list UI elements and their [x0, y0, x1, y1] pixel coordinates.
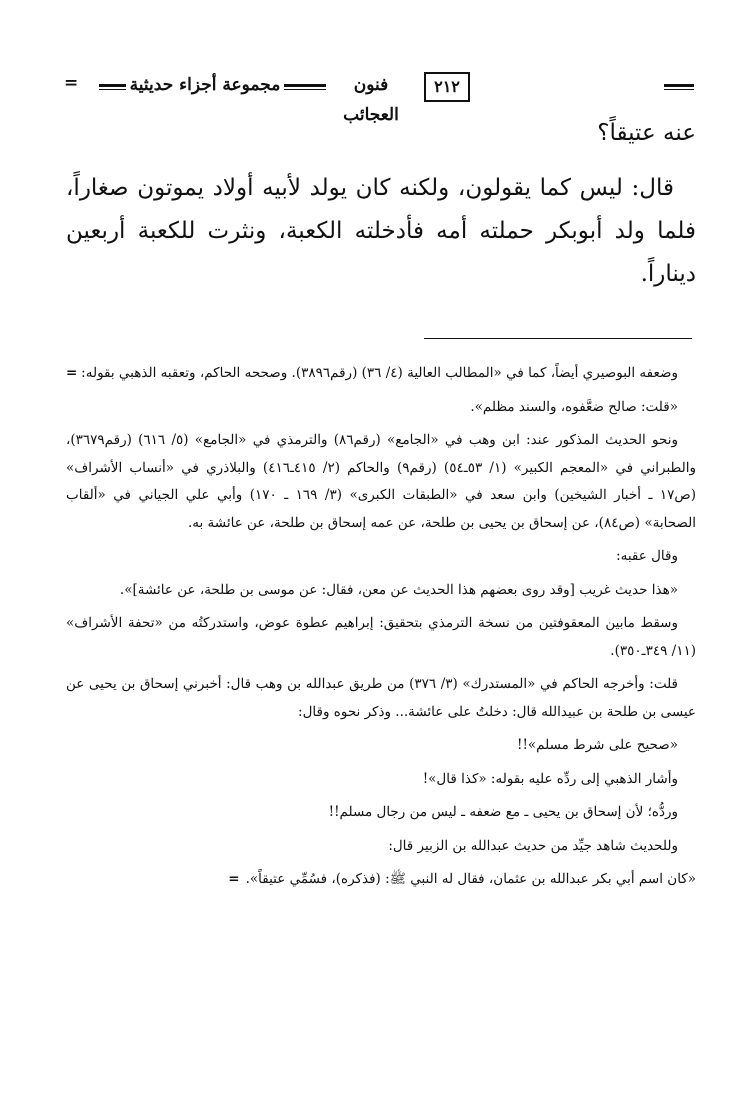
footnote-paragraph: وردُّه؛ لأن إسحاق بن يحيى ـ مع ضعفه ـ ليس من رجال مسلم!! [328, 804, 678, 820]
footnote-separator [424, 338, 692, 339]
header-rule [99, 84, 126, 90]
header-end-mark: = [64, 73, 79, 93]
footnote-paragraph: وقال عقبه: [616, 548, 678, 564]
footnote-paragraph: ونحو الحديث المذكور عند: ابن وهب في «الجامع» (رقم٨٦) والترمذي في «الجامع» (٥/ ٦١٦) (رقم٣٦٧٩)، والطبراني في «المعجم الكبير» (١/ ٥٣ـ٥٤) (رقم٩) والحاكم (٢/ ٤١٥ـ٤١٦) والبلاذري في «أنساب الأشراف» (ص١٧ ـ أخبار الشيخين) وابن سعد في «الطبقات الكبرى» (٣/ ١٦٩ ـ ١٧٠) وأبي علي الجياني في «ألقاب الصحابة» (ص٨٤)، عن إسحاق بن يحيى بن طلحة، عن عمه إسحاق بن طلحة، عن عائشة به. [66, 432, 696, 531]
header-rule [664, 84, 694, 90]
main-text [66, 112, 696, 296]
footnote-paragraph-last [66, 866, 696, 894]
book-title: فنون العجائب [343, 75, 399, 125]
main-paragraph: قال: ليس كما يقولون، ولكنه كان يولد لأبيه أولاد يموتون صغاراً، فلما ولد أبوبكر حملته أمه فأدخلته الكعبة، ونثرت للكعبة أربعين ديناراً. [66, 175, 696, 287]
footnote-paragraph: «قلت: صالح ضعَّفوه، والسند مظلم». [470, 398, 678, 415]
footnote-paragraph: وسقط مابين المعقوفتين من نسخة الترمذي بتحقيق: إبراهيم عطوة عوض، واستدركتُه من «تحفة الأشراف» (١١/ ٣٤٩ـ٣٥٠). [66, 615, 696, 659]
footnote-end-mark: = [228, 871, 240, 887]
footnote-paragraph: وللحديث شاهد جيِّد من حديث عبدالله بن الزبير قال: [388, 837, 678, 854]
footnote-paragraph: وأشار الذهبي إلى ردِّه عليه بقوله: «كذا قال»! [422, 770, 678, 787]
running-header [64, 70, 694, 125]
footnote-text: «كان اسم أبي بكر عبدالله بن عثمان، فقال له النبي ﷺ: (فذكره)، فسُمِّي عتيقاً». [245, 871, 696, 887]
footnotes [66, 360, 696, 900]
footnote-paragraph: وضعفه البوصيري أيضاً، كما في «المطالب العالية (٤/ ٣٦) (رقم٣٨٩٦). وصححه الحاكم، وتعقبه الذهبي بقوله: [81, 365, 678, 381]
header-rule [284, 84, 326, 90]
footnote-paragraph: قلت: وأخرجه الحاكم في «المستدرك» (٣/ ٣٧٦) من طريق عبدالله بن وهب قال: أخبرني إسحاق بن يحيى عن عيسى بن طلحة بن عبيدالله قال: دخلتُ على عائشة... وذكر نحوه وقال: [66, 676, 696, 720]
footnote-paragraph: «صحيح على شرط مسلم»!! [517, 737, 678, 753]
collection-title: مجموعة أجزاء حديثية [129, 75, 281, 95]
page-number: ٢١٢ [424, 72, 470, 102]
footnote-paragraph: «هذا حديث غريب [وقد روى بعضهم هذا الحديث عن معن، فقال: عن موسى بن طلحة، عن عائشة]». [119, 581, 678, 598]
main-paragraph: عنه عتيقاً؟ [597, 120, 696, 146]
footnote-continuation-mark: = [66, 365, 78, 381]
